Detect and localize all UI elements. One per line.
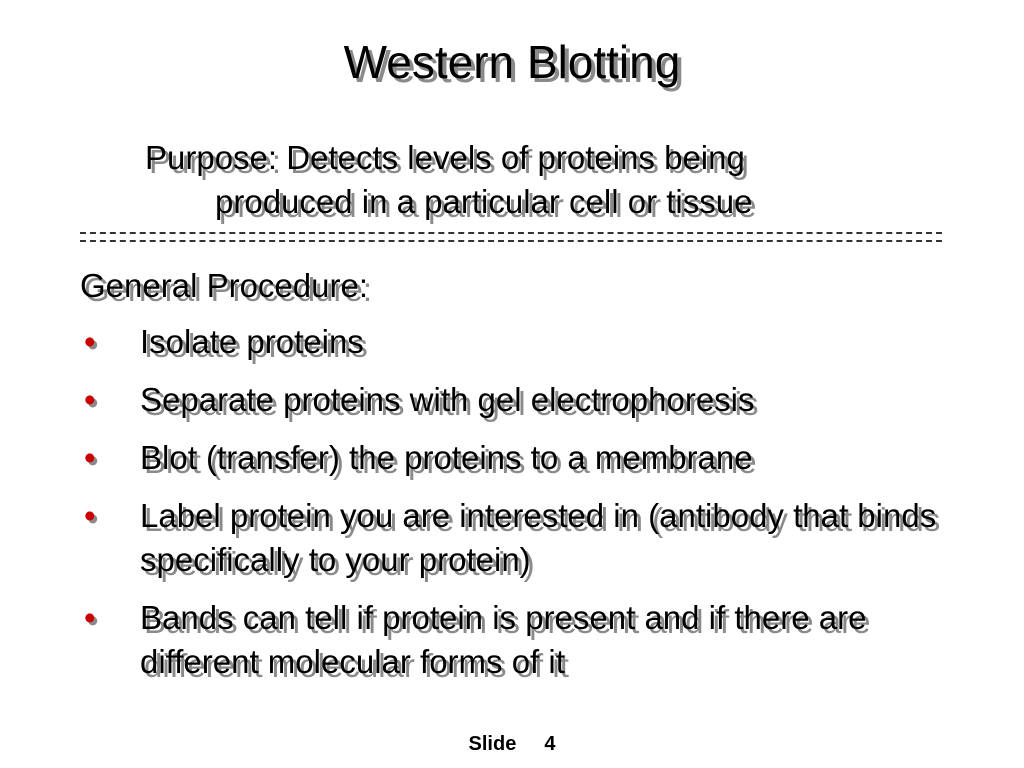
bullet-icon: •	[84, 381, 96, 418]
procedure-bullet-item	[80, 596, 940, 684]
bullet-text: Separate proteins with gel electrophoresis	[140, 381, 755, 418]
slide-number: 4	[544, 733, 556, 755]
slide-footer	[0, 730, 1024, 758]
procedure-section	[80, 264, 940, 698]
dashed-divider-top	[80, 232, 942, 234]
procedure-bullet-item	[80, 436, 940, 480]
bullet-icon: •	[84, 497, 96, 534]
procedure-bullet-item	[80, 494, 940, 582]
procedure-bullet-list	[80, 320, 940, 684]
procedure-heading: General Procedure:	[80, 267, 368, 304]
purpose-statement	[145, 136, 905, 224]
purpose-line-2: produced in a particular cell or tissue	[215, 183, 753, 220]
bullet-text: Isolate proteins	[140, 323, 364, 360]
bullet-text: Label protein you are interested in (antibody that binds specifically to your protein)	[140, 497, 937, 578]
footer-label: Slide	[468, 733, 517, 755]
slide-title: Western Blotting	[343, 36, 681, 88]
bullet-text: Bands can tell if protein is present and if there are different molecular forms of it	[140, 599, 867, 680]
bullet-icon: •	[84, 323, 96, 360]
bullet-text: Blot (transfer) the proteins to a membrane	[140, 439, 753, 476]
dashed-divider-bottom	[80, 240, 942, 242]
bullet-icon: •	[84, 439, 96, 476]
bullet-icon: •	[84, 599, 96, 636]
procedure-bullet-item	[80, 320, 940, 364]
purpose-line-1: Purpose: Detects levels of proteins being	[145, 139, 745, 176]
procedure-bullet-item	[80, 378, 940, 422]
